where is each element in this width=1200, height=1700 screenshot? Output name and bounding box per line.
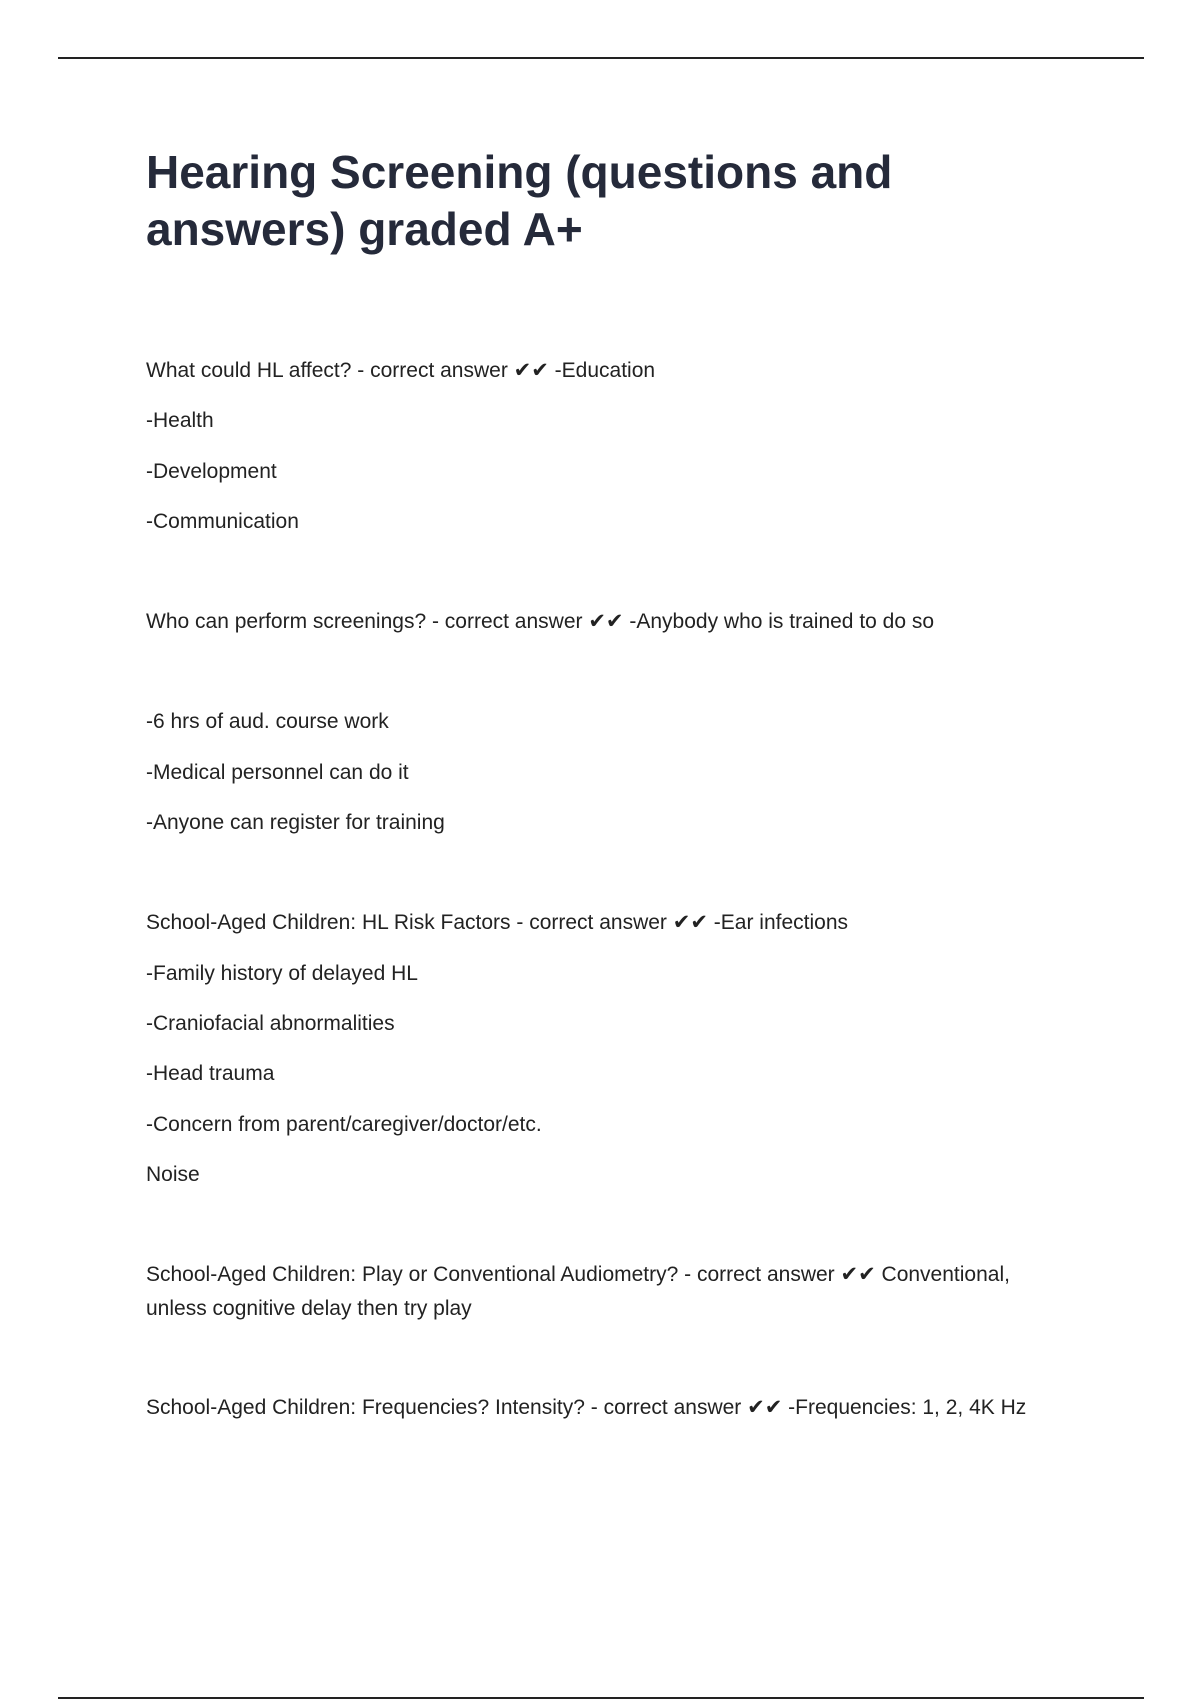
- qa-question-line: School-Aged Children: Frequencies? Intensity? - correct answer ✔✔ -Frequencies: 1, 2, 4K Hz: [146, 1396, 1027, 1420]
- qa-answer-line: -Head trauma: [146, 1062, 275, 1086]
- qa-answer-line: -Medical personnel can do it: [146, 760, 409, 784]
- document-title: Hearing Screening (questions and answers) graded A+: [146, 146, 893, 255]
- qa-answer-line: -6 hrs of aud. course work: [146, 710, 389, 734]
- qa-question-line: What could HL affect? - correct answer ✔✔ -Education: [146, 359, 656, 382]
- section-spacer: [146, 1208, 1076, 1258]
- qa-answer-line: Noise: [146, 1162, 200, 1186]
- qa-answer-line: -Craniofacial abnormalities: [146, 1011, 395, 1035]
- qa-question-line: School-Aged Children: Play or Conventional Audiometry? - correct answer ✔✔ Conventional, unless cognitive delay then try play: [146, 1263, 1010, 1321]
- qa-answer-line: -Health: [146, 409, 214, 433]
- section-spacer: [146, 856, 1076, 906]
- qa-question-line: School-Aged Children: HL Risk Factors - correct answer ✔✔ -Ear infections: [146, 911, 848, 935]
- qa-answer-line: -Concern from parent/caregiver/doctor/etc.: [146, 1112, 542, 1136]
- qa-answer-line: -Family history of delayed HL: [146, 961, 418, 985]
- document-body: [146, 354, 1076, 1441]
- section-spacer: [146, 1326, 1076, 1391]
- footer-rule: [58, 1697, 1144, 1699]
- header-rule: [58, 57, 1144, 59]
- qa-question-line: Who can perform screenings? - correct answer ✔✔ -Anybody who is trained to do so: [146, 610, 935, 634]
- section-spacer: [146, 555, 1076, 605]
- qa-answer-line: -Development: [146, 459, 277, 483]
- section-spacer: [146, 655, 1076, 705]
- qa-answer-line: -Anyone can register for training: [146, 811, 445, 835]
- qa-answer-line: -Communication: [146, 509, 299, 533]
